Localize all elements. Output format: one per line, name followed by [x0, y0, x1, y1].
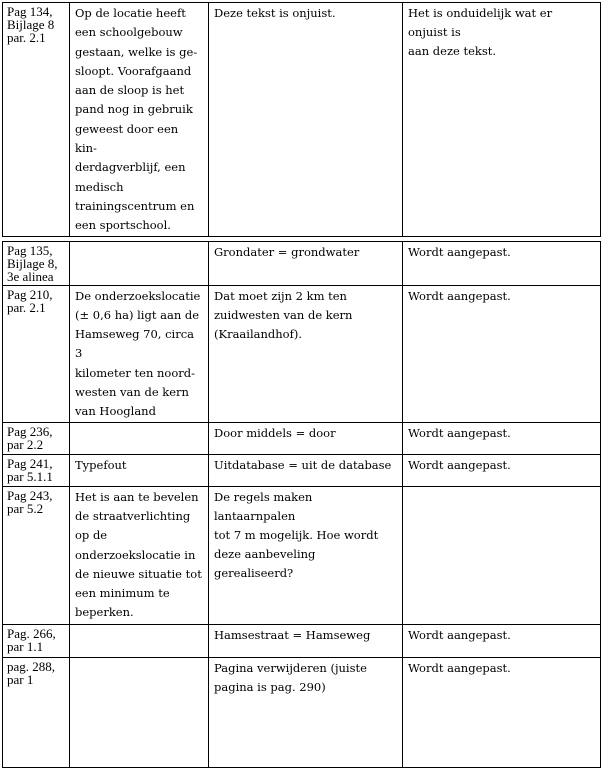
- comment-text: Uitdatabase = uit de database: [214, 457, 392, 472]
- quote-text: Het is aan te bevelen de straatverlichting op de onderzoekslocatie in de nieuwe situatie tot een minimum te beperken.: [75, 489, 202, 620]
- reference-text: Pag 134, Bijlage 8 par. 2.1: [7, 4, 55, 45]
- response-cell: [403, 657, 601, 767]
- quote-text: De onderzoekslocatie (± 0,6 ha) ligt aan de Hamseweg 70, circa 3 kilometer ten noord- westen van de kern van Hoogland: [75, 288, 201, 419]
- quote-cell: [70, 486, 209, 624]
- response-cell: [403, 454, 601, 486]
- table-row: [3, 657, 601, 767]
- comment-text: Door middels = door: [214, 425, 336, 440]
- response-cell: [403, 624, 601, 657]
- quote-cell: [70, 285, 209, 422]
- reference-cell: [3, 486, 70, 624]
- response-text: Wordt aangepast.: [408, 288, 511, 303]
- reference-cell: [3, 657, 70, 767]
- response-text: Wordt aangepast.: [408, 457, 511, 472]
- table-row: [3, 422, 601, 454]
- table-row: [3, 624, 601, 657]
- comment-text: Dat moet zijn 2 km ten zuidwesten van de kern (Kraailandhof).: [214, 288, 353, 341]
- table-row: [3, 454, 601, 486]
- reference-text: Pag 241, par 5.1.1: [7, 455, 53, 484]
- comment-cell: [209, 285, 403, 422]
- response-text: Wordt aangepast.: [408, 660, 511, 675]
- quote-cell: [70, 454, 209, 486]
- reference-cell: [3, 422, 70, 454]
- response-cell: [403, 422, 601, 454]
- comment-cell: [209, 486, 403, 624]
- quote-text: Typefout: [75, 457, 127, 472]
- response-cell: [403, 486, 601, 624]
- reference-text: Pag. 266, par 1.1: [7, 625, 56, 654]
- response-cell: [403, 241, 601, 285]
- reference-cell: [3, 241, 70, 285]
- comment-cell: [209, 3, 403, 237]
- reference-cell: [3, 285, 70, 422]
- comments-table: [2, 2, 601, 768]
- comment-cell: [209, 624, 403, 657]
- response-cell: [403, 285, 601, 422]
- quote-cell: [70, 3, 209, 237]
- response-text: Het is onduidelijk wat er onjuist is aan deze tekst.: [408, 6, 553, 58]
- quote-cell: [70, 657, 209, 767]
- comment-text: Deze tekst is onjuist.: [214, 6, 336, 20]
- comment-text: Pagina verwijderen (juiste pagina is pag. 290): [214, 660, 367, 694]
- quote-cell: [70, 422, 209, 454]
- comment-text: De regels maken lantaarnpalen tot 7 m mogelijk. Hoe wordt deze aanbeveling gerealiseerd?: [214, 489, 379, 580]
- quote-cell: [70, 241, 209, 285]
- reference-text: Pag 210, par. 2.1: [7, 286, 53, 315]
- response-text: Wordt aangepast.: [408, 244, 511, 259]
- table-row: [3, 241, 601, 285]
- table-row: [3, 3, 601, 237]
- comment-text: Grondater = grondwater: [214, 244, 360, 259]
- quote-text: Op de locatie heeft een schoolgebouw gestaan, welke is ge- sloopt. Voorafgaand aan de sloop is het pand nog in gebruik geweest door een kin- derdagverblijf, een medisch trainingscentrum en een sportschool.: [75, 6, 198, 233]
- response-text: Wordt aangepast.: [408, 425, 511, 440]
- reference-text: pag. 288, par 1: [7, 658, 56, 687]
- reference-text: Pag 135, Bijlage 8, 3e alinea: [7, 242, 58, 284]
- reference-cell: [3, 454, 70, 486]
- comment-text: Hamsestraat = Hamseweg: [214, 627, 371, 642]
- comment-cell: [209, 454, 403, 486]
- reference-text: Pag 243, par 5.2: [7, 487, 53, 516]
- response-cell: [403, 3, 601, 237]
- comment-cell: [209, 657, 403, 767]
- comment-cell: [209, 422, 403, 454]
- reference-cell: [3, 3, 70, 237]
- table-row: [3, 285, 601, 422]
- quote-cell: [70, 624, 209, 657]
- reference-cell: [3, 624, 70, 657]
- table-row: [3, 486, 601, 624]
- comment-cell: [209, 241, 403, 285]
- response-text: Wordt aangepast.: [408, 627, 511, 642]
- reference-text: Pag 236, par 2.2: [7, 423, 53, 452]
